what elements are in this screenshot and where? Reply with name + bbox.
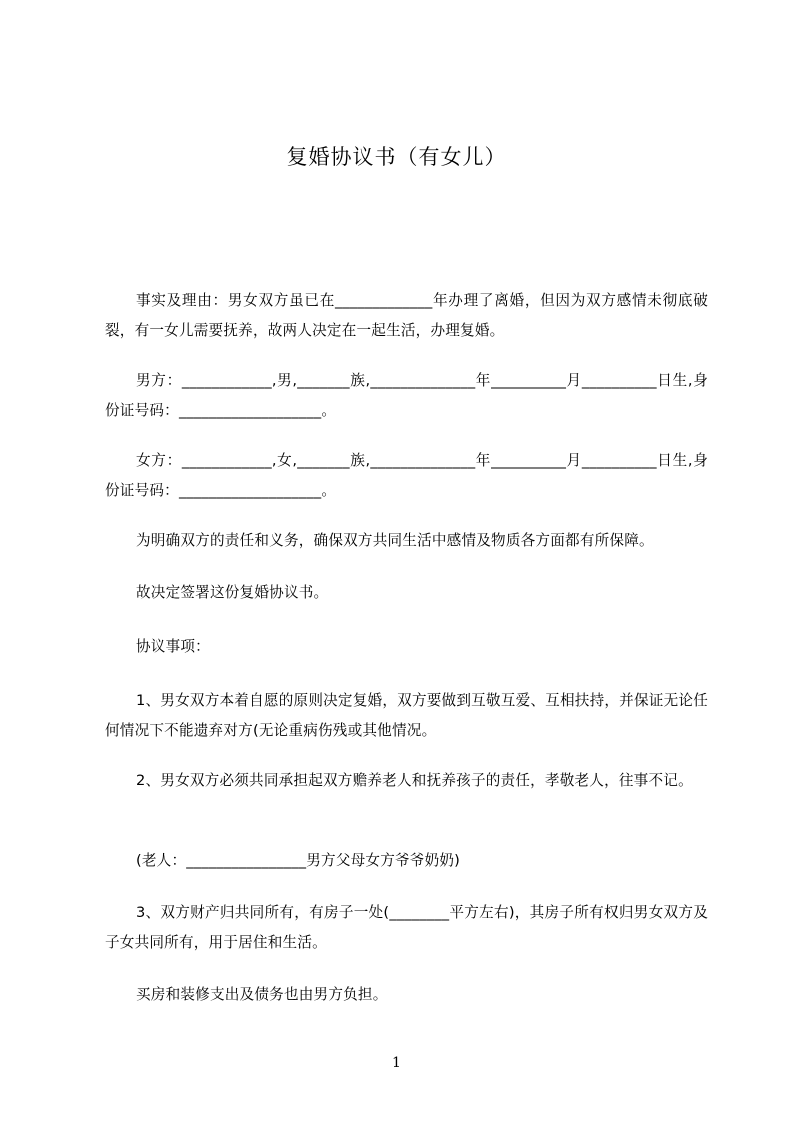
- paragraph-female-party: 女方：____________,女,_______族,______________年__________月__________日生,身份证号码：___________________。: [105, 452, 708, 499]
- paragraph-male-party: 男方：____________,男,_______族,______________年__________月__________日生,身份证号码：___________________。: [105, 372, 708, 419]
- paragraph-clause-1: 1、男女双方本着自愿的原则决定复婚，双方要做到互敬互爱、互相扶持，并保证无论任何情况下不能遗弃对方(无论重病伤残或其他情况。: [105, 692, 708, 739]
- paragraph-housing-expenses: 买房和装修支出及债务也由男方负担。: [136, 986, 388, 1003]
- paragraph-clause-2: 2、男女双方必须共同承担起双方赡养老人和抚养孩子的责任，孝敬老人，往事不记。: [136, 772, 693, 789]
- paragraph-clause-3: 3、双方财产归共同所有，有房子一处(________平方左右)，其房子所有权归男女双方及子女共同所有，用于居住和生活。: [105, 904, 708, 951]
- document-title: 复婚协议书（有女儿）: [286, 145, 507, 169]
- paragraph-facts-and-reasons: 事实及理由：男女双方虽已在_____________年办理了离婚，但因为双方感情未彻底破裂，有一女儿需要抚养，故两人决定在一起生活，办理复婚。: [105, 292, 708, 339]
- paragraph-agreement-items-heading: 协议事项：: [136, 638, 210, 655]
- paragraph-elders-note: (老人：________________男方父母女方爷爷奶奶): [136, 852, 461, 869]
- page-number: 1: [392, 1055, 401, 1071]
- paragraph-purpose: 为明确双方的责任和义务，确保双方共同生活中感情及物质各方面都有所保障。: [136, 532, 654, 549]
- paragraph-decision: 故决定签署这份复婚协议书。: [136, 584, 329, 601]
